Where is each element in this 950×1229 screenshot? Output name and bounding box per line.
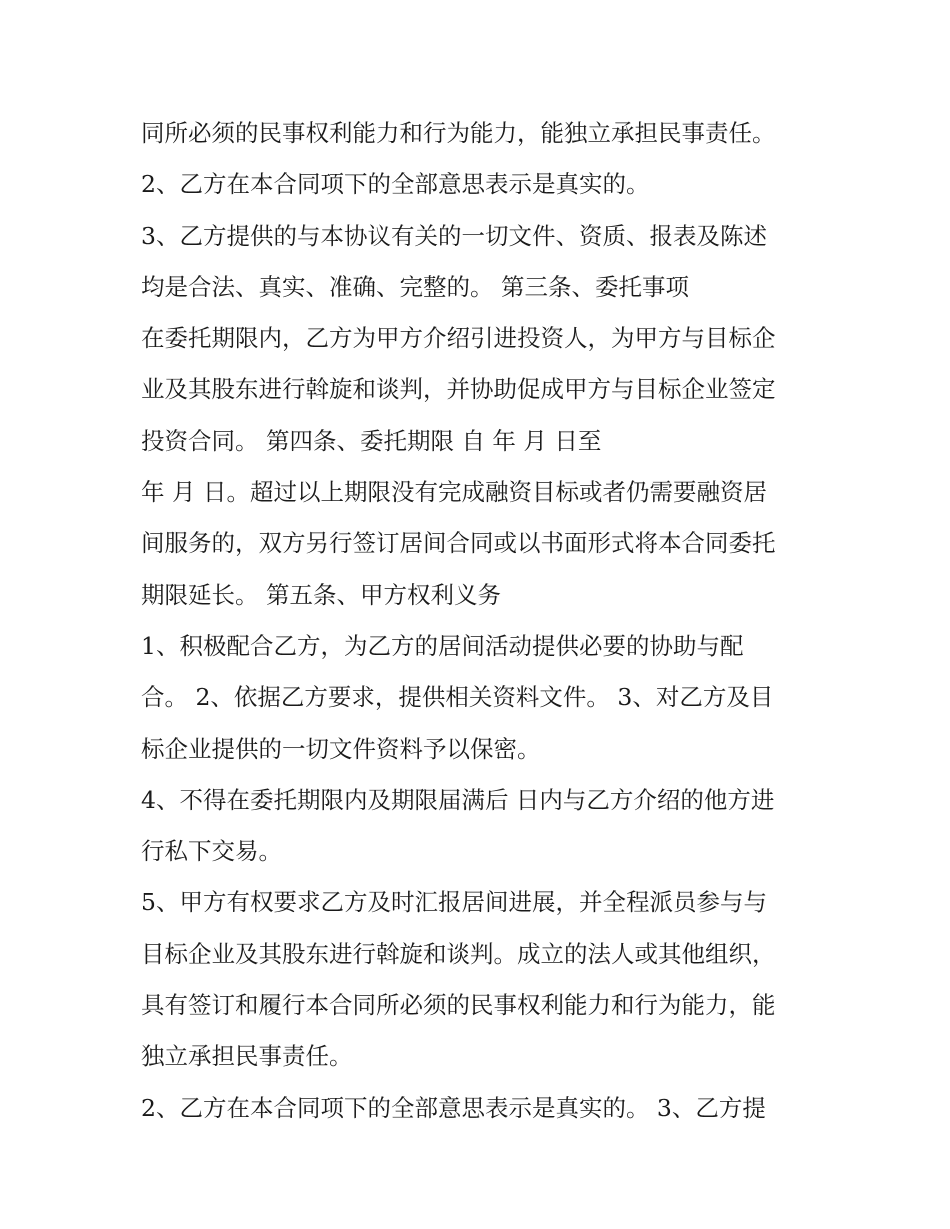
text-line: 合。 2、依据乙方要求，提供相关资料文件。 3、对乙方及目: [141, 683, 774, 712]
text-line: 目标企业及其股东进行斡旋和谈判。成立的法人或其他组织，: [141, 939, 776, 968]
text-line: 年 月 日。超过以上期限没有完成融资目标或者仍需要融资居: [141, 478, 767, 507]
text-line: 在委托期限内，乙方为甲方介绍引进投资人，为甲方与目标企: [141, 324, 776, 353]
text-line: 3、乙方提供的与本协议有关的一切文件、资质、报表及陈述: [141, 221, 767, 250]
text-line: 间服务的，双方另行签订居间合同或以书面形式将本合同委托: [141, 529, 776, 558]
text-line: 具有签订和履行本合同所必须的民事权利能力和行为能力，能: [141, 991, 776, 1020]
text-line: 标企业提供的一切文件资料予以保密。: [141, 734, 541, 763]
text-line: 2、乙方在本合同项下的全部意思表示是真实的。 3、乙方提: [141, 1093, 766, 1122]
text-line: 4、不得在委托期限内及期限届满后 日内与乙方介绍的他方进: [141, 785, 775, 814]
text-line: 行私下交易。: [141, 837, 282, 866]
text-line: 期限延长。 第五条、甲方权利义务: [141, 580, 501, 609]
text-line: 1、积极配合乙方，为乙方的居间活动提供必要的协助与配: [141, 631, 744, 660]
text-line: 2、乙方在本合同项下的全部意思表示是真实的。: [141, 170, 650, 199]
text-line: 业及其股东进行斡旋和谈判，并协助促成甲方与目标企业签定: [141, 375, 776, 404]
text-line: 同所必须的民事权利能力和行为能力，能独立承担民事责任。: [141, 119, 776, 147]
text-line: 独立承担民事责任。: [141, 1042, 353, 1071]
text-line: 投资合同。 第四条、委托期限 自 年 月 日至: [141, 426, 602, 455]
text-line: 5、甲方有权要求乙方及时汇报居间进展，并全程派员参与与: [141, 888, 767, 917]
document-body: [141, 108, 831, 1134]
text-line: 均是合法、真实、准确、完整的。 第三条、委托事项: [141, 272, 689, 301]
